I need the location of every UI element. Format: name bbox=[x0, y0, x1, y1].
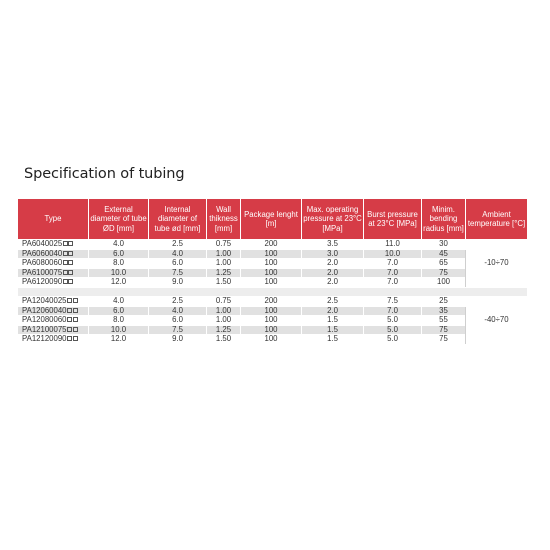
cell-value: 2.5 bbox=[327, 295, 338, 305]
cell-value: 12.0 bbox=[110, 277, 127, 287]
cell-value: 12.0 bbox=[110, 334, 127, 344]
cell-value: 7.0 bbox=[387, 305, 398, 315]
cell-value: PA12100075 bbox=[22, 324, 67, 334]
variant-placeholder-box bbox=[63, 251, 68, 256]
cell-value: 8.0 bbox=[113, 315, 124, 325]
cell-value: 75 bbox=[439, 267, 448, 277]
cell-value: PA6060040 bbox=[22, 248, 63, 258]
cell-value: 9.0 bbox=[172, 334, 183, 344]
cell-value: 1.00 bbox=[215, 305, 232, 315]
cell-value: 7.5 bbox=[172, 267, 183, 277]
cell-burst-pressure bbox=[364, 335, 422, 345]
cell-type bbox=[18, 335, 89, 345]
cell-value: 2.0 bbox=[327, 305, 338, 315]
header-type: Type bbox=[18, 199, 89, 240]
cell-value: PA12080060 bbox=[22, 315, 67, 325]
cell-package-length bbox=[241, 278, 302, 288]
cell-value: 6.0 bbox=[113, 305, 124, 315]
table-row bbox=[18, 335, 528, 345]
cell-value: 6.0 bbox=[113, 248, 124, 258]
header-bending-radius: Minim. bending radius [mm] bbox=[422, 199, 466, 240]
cell-external-diameter bbox=[89, 335, 149, 345]
cell-package-length bbox=[241, 335, 302, 345]
cell-value: 3.0 bbox=[327, 248, 338, 258]
cell-value: 25 bbox=[439, 295, 448, 305]
cell-value: 10.0 bbox=[110, 267, 127, 277]
cell-value: 5.0 bbox=[387, 334, 398, 344]
cell-value: 4.0 bbox=[113, 295, 124, 305]
variant-placeholder-box bbox=[73, 327, 78, 332]
cell-value: 5.0 bbox=[387, 324, 398, 334]
cell-value: 100 bbox=[436, 277, 450, 287]
variant-placeholder-box bbox=[68, 279, 73, 284]
cell-value: 7.0 bbox=[387, 258, 398, 268]
variant-placeholder-box bbox=[67, 298, 72, 303]
variant-placeholder-box bbox=[68, 241, 73, 246]
cell-value: 7.5 bbox=[172, 324, 183, 334]
cell-value: 4.0 bbox=[113, 239, 124, 248]
cell-external-diameter bbox=[89, 278, 149, 288]
cell-wall-thickness bbox=[207, 335, 241, 345]
variant-placeholder-box bbox=[67, 336, 72, 341]
page-title: Specification of tubing bbox=[24, 166, 185, 182]
cell-value: 2.5 bbox=[172, 295, 183, 305]
variant-placeholder-box bbox=[67, 308, 72, 313]
cell-value: 0.75 bbox=[215, 239, 232, 248]
cell-burst-pressure bbox=[364, 278, 422, 288]
cell-value: 100 bbox=[264, 277, 278, 287]
cell-value: 2.0 bbox=[327, 277, 338, 287]
cell-value: 4.0 bbox=[172, 305, 183, 315]
cell-value: 5.0 bbox=[387, 315, 398, 325]
header-row bbox=[18, 199, 528, 240]
cell-value: 35 bbox=[439, 305, 448, 315]
variant-placeholder-box bbox=[63, 241, 68, 246]
cell-value: 65 bbox=[439, 258, 448, 268]
cell-value: 2.5 bbox=[172, 239, 183, 248]
cell-internal-diameter bbox=[149, 335, 207, 345]
cell-value: 100 bbox=[264, 267, 278, 277]
variant-placeholder-box bbox=[68, 270, 73, 275]
cell-value: 1.25 bbox=[215, 324, 232, 334]
cell-value: 11.0 bbox=[385, 239, 400, 248]
cell-value: 100 bbox=[264, 315, 278, 325]
cell-value: 100 bbox=[264, 258, 278, 268]
cell-value: 10.0 bbox=[384, 248, 401, 258]
cell-type bbox=[18, 278, 89, 288]
variant-placeholder-box bbox=[63, 270, 68, 275]
cell-max-operating-pressure bbox=[302, 278, 364, 288]
cell-value: 200 bbox=[264, 239, 278, 248]
variant-placeholder-box bbox=[73, 308, 78, 313]
cell-value: 9.0 bbox=[172, 277, 183, 287]
cell-value: 45 bbox=[439, 248, 448, 258]
cell-value: 30 bbox=[439, 239, 448, 248]
cell-value: 7.0 bbox=[387, 277, 398, 287]
cell-value: 0.75 bbox=[215, 295, 232, 305]
cell-value: 7.0 bbox=[387, 267, 398, 277]
cell-value: 4.0 bbox=[172, 248, 183, 258]
variant-placeholder-box bbox=[63, 260, 68, 265]
cell-value: 100 bbox=[264, 248, 278, 258]
header-internal-diameter: Internal diameter of tube ød [mm] bbox=[149, 199, 207, 240]
cell-ambient-temperature: -10÷70 bbox=[466, 240, 528, 288]
cell-max-operating-pressure bbox=[302, 335, 364, 345]
variant-placeholder-box bbox=[67, 327, 72, 332]
cell-value: PA6040025 bbox=[22, 239, 63, 248]
variant-placeholder-box bbox=[73, 336, 78, 341]
variant-placeholder-box bbox=[63, 279, 68, 284]
variant-placeholder-box bbox=[67, 317, 72, 322]
cell-value: 2.0 bbox=[327, 258, 338, 268]
cell-wall-thickness bbox=[207, 278, 241, 288]
cell-value: 7.5 bbox=[387, 295, 398, 305]
cell-value: 1.5 bbox=[327, 334, 338, 344]
cell-value: 1.50 bbox=[215, 334, 232, 344]
header-package-length: Package lenght [m] bbox=[241, 199, 302, 240]
cell-value: 1.50 bbox=[215, 277, 232, 287]
cell-value: 75 bbox=[439, 324, 448, 334]
header-max-operating-pressure: Max. operating pressure at 23°C [MPa] bbox=[302, 199, 364, 240]
cell-value: PA6080060 bbox=[22, 258, 63, 268]
cell-value: PA6100075 bbox=[22, 267, 63, 277]
table-row bbox=[18, 278, 528, 288]
tubing-spec-table bbox=[17, 198, 528, 345]
variant-placeholder-box bbox=[73, 317, 78, 322]
cell-value: 1.00 bbox=[215, 315, 232, 325]
cell-value: 100 bbox=[264, 324, 278, 334]
cell-value: 200 bbox=[264, 295, 278, 305]
cell-bending-radius bbox=[422, 278, 466, 288]
cell-value: 100 bbox=[264, 305, 278, 315]
cell-bending-radius bbox=[422, 335, 466, 345]
cell-internal-diameter bbox=[149, 278, 207, 288]
cell-value: 1.25 bbox=[215, 267, 232, 277]
cell-value: PA12120090 bbox=[22, 334, 67, 344]
cell-value: 100 bbox=[264, 334, 278, 344]
variant-placeholder-box bbox=[68, 251, 73, 256]
cell-value: 1.5 bbox=[327, 324, 338, 334]
cell-value: PA12040025 bbox=[22, 295, 67, 305]
cell-value: 2.0 bbox=[327, 267, 338, 277]
cell-value: 6.0 bbox=[172, 315, 183, 325]
cell-value: 3.5 bbox=[327, 239, 338, 248]
cell-value: 1.00 bbox=[215, 258, 232, 268]
variant-placeholder-box bbox=[68, 260, 73, 265]
table-body bbox=[18, 240, 528, 345]
cell-value: 8.0 bbox=[113, 258, 124, 268]
cell-value: PA6120090 bbox=[22, 277, 63, 287]
cell-value: 1.5 bbox=[327, 315, 338, 325]
cell-value: PA12060040 bbox=[22, 305, 67, 315]
cell-value: 55 bbox=[439, 315, 448, 325]
cell-value: 1.00 bbox=[215, 248, 232, 258]
header-external-diameter: External diameter of tube ØD [mm] bbox=[89, 199, 149, 240]
cell-ambient-temperature: -40÷70 bbox=[466, 296, 528, 344]
cell-value: 6.0 bbox=[172, 258, 183, 268]
header-burst-pressure: Burst pressure at 23°C [MPa] bbox=[364, 199, 422, 240]
cell-value: 75 bbox=[439, 334, 448, 344]
header-ambient-temperature: Ambient temperature [°C] bbox=[466, 199, 528, 240]
header-wall-thickness: Wall thikness [mm] bbox=[207, 199, 241, 240]
cell-value: 10.0 bbox=[110, 324, 127, 334]
variant-placeholder-box bbox=[73, 298, 78, 303]
